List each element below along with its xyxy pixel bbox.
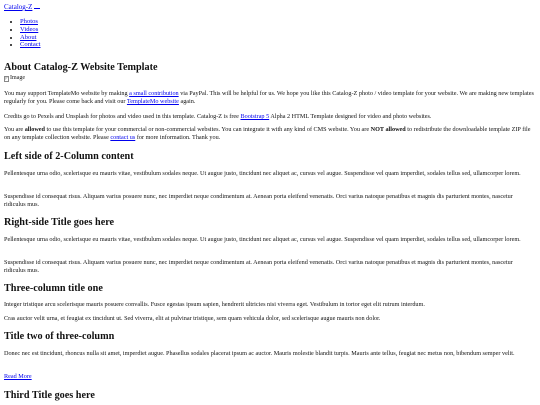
right-paragraph-1: Pellentesque urna odio, scelerisque eu mauris vitae, vestibulum sodales neque. Ut augue justo, tincidunt nec aliquet ac, cursus vel augue. Suspendisse vel quam imperdiet, sodales tellus sed, ullamcorper lorem. xyxy=(4,236,521,243)
about-paragraph-1: You may support TemplateMo website by making a small contribution via PayPal. This will be helpful for us. We hope you like this Catalog-Z photo / video template for your website. We are making new templates regularly for you. Please come back and visit our TemplateMo website again. xyxy=(4,90,534,106)
left-paragraph-2: Suspendisse id consequat risus. Aliquam varius posuere nunc, nec imperdiet neque condimentum at. Aenean porta eleifend venenatis. Orci varius natoque penatibus et magnis dis parturient montes, nascetur ridiculus mus. xyxy=(4,193,513,209)
three-col-title-one: Three-column title one xyxy=(4,283,103,294)
about-section xyxy=(4,55,534,74)
left-paragraph-1: Pellentesque urna odio, scelerisque eu mauris vitae, vestibulum sodales neque. Ut augue justo, tincidunt nec aliquet ac, cursus vel augue. Suspendisse vel quam imperdiet, sodales tellus sed, ullamcorper lorem. xyxy=(4,170,521,177)
nav-link-contact[interactable]: Contact xyxy=(20,41,41,49)
three-col-two-paragraph: Donec nec est tincidunt, rhoncus nulla sit amet, imperdiet augue. Phasellus sodales placerat ipsum ac auctor. Mauris molestie blandit turpis. Mauris ante tellus, feugiat nec metus non, bibendum semper velit. xyxy=(4,350,515,357)
bootstrap-link[interactable]: Bootstrap 5 xyxy=(240,113,270,120)
contribution-link[interactable]: a small contribution xyxy=(129,90,179,97)
nav-link-videos[interactable]: Videos xyxy=(20,25,39,33)
three-col-title-three: Third Title goes here xyxy=(4,390,95,401)
broken-image-icon xyxy=(4,76,9,82)
nav-item-contact xyxy=(20,41,536,49)
main-nav xyxy=(4,18,536,49)
about-title: About Catalog-Z Website Template xyxy=(4,62,158,73)
left-column-title: Left side of 2-Column content xyxy=(4,151,134,162)
read-more-line xyxy=(4,373,534,381)
nav-item-videos xyxy=(20,26,536,34)
brand-link[interactable]: Catalog-Z xyxy=(4,3,40,12)
three-col-one-paragraph-2: Cras auctor velit urna, et feugiat ex tincidunt ut. Sed viverra, elit at pulvinar tristique, sem quam vehicula dolor, sed scelerisque augue mauris non dolor. xyxy=(4,315,381,322)
templatemo-link[interactable]: TemplateMo website xyxy=(126,98,179,106)
three-col-title-two: Title two of three-column xyxy=(4,331,115,342)
right-paragraph-2: Suspendisse id consequat risus. Aliquam varius posuere nunc, nec imperdiet neque condimentum at. Aenean porta eleifend venenatis. Orci varius natoque penatibus et magnis dis parturient montes, nascetur ridiculus mus. xyxy=(4,259,513,275)
navbar-toggler-icon[interactable] xyxy=(34,4,40,9)
about-image-alt: Image xyxy=(10,75,25,81)
read-more-link[interactable]: Read More xyxy=(4,373,32,380)
about-paragraph-3: You are allowed to use this template for your commercial or non-commercial websites. You can integrate it with any kind of CMS website. You are NOT allowed to redistribute the downloadable template ZIP file on any template collection website. Please contact us for more information. Thank you. xyxy=(4,126,531,142)
contact-us-link[interactable]: contact us xyxy=(110,134,136,142)
about-image xyxy=(4,75,534,83)
nav-link-about[interactable]: About xyxy=(20,33,37,41)
nav-link-photos[interactable]: Photos xyxy=(20,18,38,26)
nav-item-photos xyxy=(20,18,536,26)
nav-item-about xyxy=(20,34,536,42)
about-paragraph-2: Credits go to Pexels and Unsplash for photos and video used in this template. Catalog-Z is free Bootstrap 5 Alpha 2 HTML Template designed for video and photo websites. xyxy=(4,113,432,120)
right-column-title: Right-side Title goes here xyxy=(4,217,115,228)
three-col-one-paragraph-1: Integer tristique arcu scelerisque mauris posuere convallis. Fusce egestas ipsum sapien, hendrerit ultricies nisi viverra eget. Vestibulum in tortor eget elit rutrum interdum. xyxy=(4,301,425,308)
